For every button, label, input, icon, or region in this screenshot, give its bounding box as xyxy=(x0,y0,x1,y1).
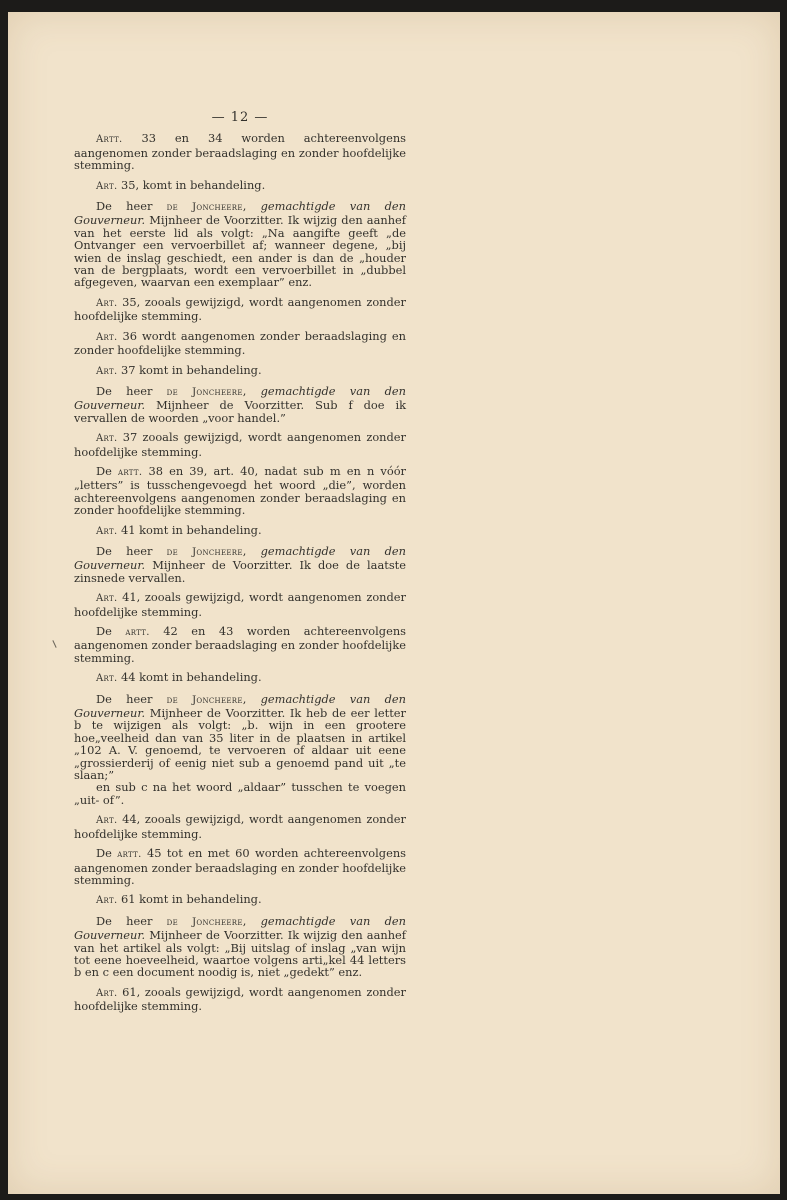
paragraph: De artt. 45 tot en met 60 worden achtereenvolgens aangenomen zonder beraadslaging en zonder hoofdelijke stemming. xyxy=(74,846,407,887)
paragraph: De heer de Joncheere, gemachtigde van den Gouverneur. Mijnheer de Voorzitter. Ik doe de laatste zinsnede vervallen. xyxy=(74,543,406,585)
paragraph: De heer de Joncheere, gemachtigde van den Gouverneur. Mijnheer de Voorzitter. Ik wijzig den aanhef van het eerste lid als volgt: „Na aangifte geeft „de Ontvanger een vervoerbillet af; wanneer degene, „bij wien de inslag geschiedt, een ander is dan de „houder van de bergplaats, wordt een vervoerbillet in „dubbel afgegeven, waarvan een exemplaar” enz. xyxy=(74,199,406,290)
paragraph: De heer de Joncheere, gemachtigde van den Gouverneur. Mijnheer de Voorzitter. Ik wijzig den aanhef van het artikel als volgt: „Bij uitslag of inslag „van wijn tot eene hoeveelheid, waartoe volgens arti„kel 44 letters b en c een document noodig is, niet „gedekt” enz. xyxy=(74,913,406,980)
paragraph: Art. 41 komt in behandeling. xyxy=(96,522,262,537)
paragraph: Art. 35, komt in behandeling. xyxy=(96,177,266,192)
paragraph: Art. 37 zooals gewijzigd, wordt aangenomen zonder hoofdelijke stemming. xyxy=(74,430,406,459)
paragraph: De heer de Joncheere, gemachtigde van den Gouverneur. Mijnheer de Voorzitter. Sub f doe ik vervallen de woorden „voor handel.” xyxy=(74,383,406,425)
page-number: — 12 — xyxy=(211,110,269,125)
paragraph: De heer de Joncheere, gemachtigde van den Gouverneur. Mijnheer de Voorzitter. Ik heb de eer letter b te wijzigen als volgt: „b. wijn in een grootere hoe„veelheid dan van 35 liter in de plaatsen in artikel „102 A. V. genoemd, te vervoeren of aldaar uit eene „grossierderij of eenig niet sub a genoemd pand uit „te slaan;” en sub c na het woord „aldaar” tusschen te voegen „uit- of”. xyxy=(74,691,406,807)
paragraph-continuation: en sub c na het woord „aldaar” tusschen te voegen „uit- of”. xyxy=(74,780,406,807)
paragraph: Artt. 33 en 34 worden achtereenvolgens aangenomen zonder beraadslaging en zonder hoofdelijke stemming. xyxy=(74,131,406,173)
paragraph: Art. 36 wordt aangenomen zonder beraadslaging en zonder hoofdelijke stemming. xyxy=(74,328,406,358)
minutes-text xyxy=(74,112,406,1020)
document-page xyxy=(8,12,780,1194)
paragraph: Art. 37 komt in behandeling. xyxy=(96,362,262,377)
paragraph: Art. 35, zooals gewijzigd, wordt aangenomen zonder hoofdelijke stemming. xyxy=(74,294,406,324)
paragraph: De artt. 38 en 39, art. 40, nadat sub m en n vóór „letters” is tusschengevoegd het woord „die”, worden achtereenvolgens aangenomen zonder beraadslaging en zonder hoofdelijke stemming. xyxy=(74,463,406,518)
paragraph: Art. 44, zooals gewijzigd, wordt aangenomen zonder hoofdelijke stemming. xyxy=(74,812,406,841)
paragraph: Art. 41, zooals gewijzigd, wordt aangenomen zonder hoofdelijke stemming. xyxy=(74,590,406,619)
paragraph: De artt. 42 en 43 worden achtereenvolgens aangenomen zonder beraadslaging en zonder hoofdelijke stemming. xyxy=(74,624,407,665)
paragraph: Art. 61 komt in behandeling. xyxy=(96,892,262,907)
paragraph: Art. 61, zooals gewijzigd, wordt aangenomen zonder hoofdelijke stemming. xyxy=(74,984,406,1014)
paragraph: Art. 44 komt in behandeling. xyxy=(96,670,262,685)
margin-mark xyxy=(52,640,56,648)
